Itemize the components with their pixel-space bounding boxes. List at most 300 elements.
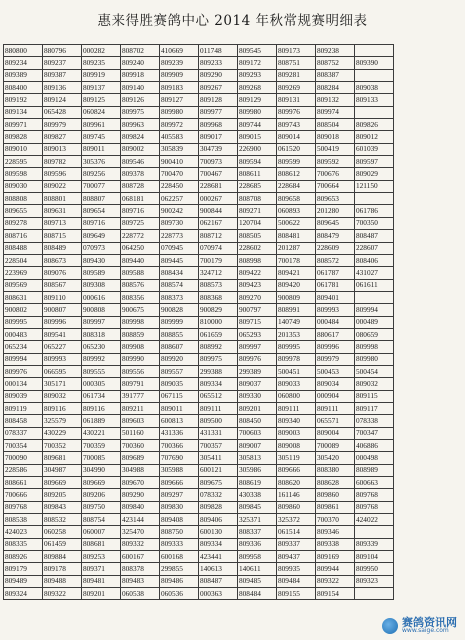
- table-cell: 601039: [355, 143, 394, 155]
- table-cell: 809015: [238, 131, 277, 143]
- table-cell: 161146: [277, 489, 316, 501]
- table-cell: 809649: [82, 230, 121, 242]
- table-cell: 500453: [316, 365, 355, 377]
- table-cell: 809440: [121, 254, 160, 266]
- table-cell: [355, 588, 394, 600]
- table-cell: 700085: [82, 452, 121, 464]
- table-cell: 140749: [277, 316, 316, 328]
- table-cell: 809234: [4, 57, 43, 69]
- table-cell: 809205: [43, 489, 82, 501]
- table-cell: 809944: [316, 563, 355, 575]
- table-cell: 809240: [121, 57, 160, 69]
- table-cell: 809827: [43, 131, 82, 143]
- table-cell: 700359: [82, 440, 121, 452]
- table-cell: 500451: [277, 365, 316, 377]
- table-cell: 809994: [355, 304, 394, 316]
- table-cell: 061514: [277, 526, 316, 538]
- table-row: [4, 94, 394, 106]
- table-cell: 809256: [82, 168, 121, 180]
- table-row: [4, 464, 394, 476]
- table-cell: 808801: [43, 193, 82, 205]
- table-cell: 325371: [238, 514, 277, 526]
- table-cell: 809140: [121, 82, 160, 94]
- watermark-url: www.saige.com: [402, 627, 449, 634]
- table-cell: 070945: [160, 242, 199, 254]
- table-cell: 000484: [316, 316, 355, 328]
- table-cell: 226900: [238, 143, 277, 155]
- table-cell: 809235: [82, 57, 121, 69]
- table-cell: 809179: [4, 563, 43, 575]
- table-cell: 700973: [199, 156, 238, 168]
- table-cell: 809995: [277, 341, 316, 353]
- table-cell: 228681: [199, 180, 238, 192]
- table-cell: 809715: [238, 316, 277, 328]
- table-cell: 809032: [355, 378, 394, 390]
- table-cell: 809129: [238, 94, 277, 106]
- table-cell: 809645: [316, 217, 355, 229]
- table-cell: 809555: [82, 365, 121, 377]
- table-row: [4, 267, 394, 279]
- table-cell: 808661: [4, 477, 43, 489]
- table-row: [4, 168, 394, 180]
- table-cell: 809884: [43, 551, 82, 563]
- table-cell: 809206: [82, 489, 121, 501]
- table-cell: 809110: [43, 291, 82, 303]
- table-cell: 810000: [199, 316, 238, 328]
- table-cell: 000498: [355, 452, 394, 464]
- table-cell: 809293: [238, 69, 277, 81]
- table-row: [4, 501, 394, 513]
- table-cell: 809500: [199, 415, 238, 427]
- table-cell: [355, 106, 394, 118]
- table-cell: 809076: [43, 267, 82, 279]
- watermark: [382, 617, 457, 634]
- table-cell: 809420: [277, 279, 316, 291]
- table-cell: 809675: [199, 477, 238, 489]
- table-cell: 809556: [121, 365, 160, 377]
- table-cell: 809437: [277, 551, 316, 563]
- table-cell: 809423: [238, 279, 277, 291]
- table-cell: 501160: [121, 427, 160, 439]
- table-cell: 299389: [238, 365, 277, 377]
- table-cell: 809134: [4, 106, 43, 118]
- table-cell: 430338: [238, 489, 277, 501]
- table-cell: 405583: [160, 131, 199, 143]
- table-cell: 809594: [238, 156, 277, 168]
- table-cell: 068181: [121, 193, 160, 205]
- table-cell: 809744: [238, 119, 277, 131]
- table-cell: 060800: [277, 390, 316, 402]
- table-cell: 325372: [277, 514, 316, 526]
- table-cell: 700467: [199, 168, 238, 180]
- table-cell: 809824: [121, 131, 160, 143]
- table-cell: 809920: [160, 353, 199, 365]
- table-cell: 809004: [316, 427, 355, 439]
- table-cell: 808607: [160, 341, 199, 353]
- table-cell: 808716: [4, 230, 43, 242]
- table-cell: 809908: [121, 341, 160, 353]
- table-cell: 808715: [43, 230, 82, 242]
- table-cell: 900675: [121, 304, 160, 316]
- table-cell: 809828: [199, 501, 238, 513]
- table-cell: 809346: [316, 526, 355, 538]
- table-cell: 700347: [355, 427, 394, 439]
- table-cell: 900844: [199, 205, 238, 217]
- table-cell: 120704: [238, 217, 277, 229]
- table-cell: 809950: [355, 563, 394, 575]
- table-cell: 809330: [238, 390, 277, 402]
- table-cell: 410669: [160, 45, 199, 57]
- table-cell: 809791: [121, 378, 160, 390]
- table-cell: 809116: [82, 402, 121, 414]
- table-cell: 700089: [316, 440, 355, 452]
- table-cell: 011748: [199, 45, 238, 57]
- table-cell: 808572: [316, 254, 355, 266]
- table-cell: 809598: [4, 168, 43, 180]
- table-cell: 809978: [277, 353, 316, 365]
- table-cell: 809233: [199, 57, 238, 69]
- table-cell: 809980: [355, 353, 394, 365]
- table-cell: 060007: [82, 526, 121, 538]
- table-cell: 900829: [199, 304, 238, 316]
- table-cell: 809979: [43, 119, 82, 131]
- table-cell: 809826: [355, 119, 394, 131]
- table-cell: 809278: [4, 217, 43, 229]
- watermark-name: 赛鸽资讯网: [402, 616, 457, 629]
- table-cell: 880800: [4, 45, 43, 57]
- table-cell: 500419: [316, 143, 355, 155]
- table-cell: 424023: [4, 526, 43, 538]
- table-cell: 809768: [355, 501, 394, 513]
- table-cell: 299388: [199, 365, 238, 377]
- table-cell: 061781: [316, 279, 355, 291]
- table-cell: 305813: [238, 452, 277, 464]
- table-cell: 808631: [4, 291, 43, 303]
- table-cell: 809336: [238, 538, 277, 550]
- table-cell: 201353: [277, 328, 316, 340]
- table-cell: 808576: [121, 279, 160, 291]
- table-cell: 000904: [316, 390, 355, 402]
- table-cell: 809406: [199, 514, 238, 526]
- table-cell: 809387: [43, 69, 82, 81]
- table-cell: 809918: [121, 69, 160, 81]
- table-cell: 431336: [160, 427, 199, 439]
- table-cell: 808504: [316, 119, 355, 131]
- table-cell: 228607: [355, 242, 394, 254]
- table-cell: 808532: [43, 514, 82, 526]
- table-cell: 809997: [238, 341, 277, 353]
- table-cell: 305119: [277, 452, 316, 464]
- table-cell: 808573: [199, 279, 238, 291]
- table-cell: 060893: [277, 205, 316, 217]
- table-cell: 430229: [43, 427, 82, 439]
- table-cell: 808991: [277, 304, 316, 316]
- table-cell: 808488: [4, 242, 43, 254]
- table-cell: 809039: [4, 390, 43, 402]
- table-cell: 700179: [199, 254, 238, 266]
- table-cell: 809980: [160, 106, 199, 118]
- table-cell: 809111: [199, 402, 238, 414]
- table-cell: 809022: [43, 180, 82, 192]
- table-cell: 000483: [4, 328, 43, 340]
- table-cell: 808378: [121, 563, 160, 575]
- table-cell: 809977: [199, 106, 238, 118]
- table-cell: 305420: [316, 452, 355, 464]
- table-cell: 880617: [316, 328, 355, 340]
- table-cell: 809592: [316, 156, 355, 168]
- table-cell: 062257: [160, 193, 199, 205]
- table-cell: 808335: [4, 538, 43, 550]
- table-cell: 700366: [160, 440, 199, 452]
- table-cell: 809017: [199, 131, 238, 143]
- table-cell: 305839: [160, 143, 199, 155]
- table-cell: 809669: [82, 477, 121, 489]
- table-cell: 121150: [355, 180, 394, 192]
- table-cell: 809008: [277, 440, 316, 452]
- table-cell: 809034: [316, 378, 355, 390]
- table-cell: 809976: [4, 365, 43, 377]
- table-cell: 000267: [199, 193, 238, 205]
- table-cell: 080659: [355, 328, 394, 340]
- table-cell: 140611: [238, 563, 277, 575]
- table-cell: 000305: [82, 378, 121, 390]
- table-cell: 809018: [316, 131, 355, 143]
- table-row: [4, 477, 394, 489]
- table-cell: 700077: [82, 180, 121, 192]
- table-cell: 808481: [277, 230, 316, 242]
- table-cell: 078338: [355, 415, 394, 427]
- pigeon-logo-icon: [382, 618, 398, 634]
- table-cell: 809119: [4, 402, 43, 414]
- table-cell: 809169: [316, 551, 355, 563]
- table-cell: 809117: [355, 402, 394, 414]
- table-cell: 325470: [121, 526, 160, 538]
- table-cell: 809681: [43, 452, 82, 464]
- table-cell: 809323: [355, 575, 394, 587]
- table-cell: 500622: [277, 217, 316, 229]
- table-cell: 067115: [160, 390, 199, 402]
- table-cell: 304987: [43, 464, 82, 476]
- table-cell: 808750: [160, 526, 199, 538]
- table-cell: 809666: [160, 477, 199, 489]
- table-row: [4, 230, 394, 242]
- table-cell: 809012: [355, 131, 394, 143]
- table-cell: 808479: [316, 230, 355, 242]
- table-cell: 809968: [199, 119, 238, 131]
- table-cell: 228773: [160, 230, 199, 242]
- table-row: [4, 440, 394, 452]
- table-cell: 808628: [316, 477, 355, 489]
- table-row: [4, 538, 394, 550]
- table-cell: 809994: [4, 353, 43, 365]
- table-cell: 809111: [277, 402, 316, 414]
- table-cell: 061889: [82, 415, 121, 427]
- table-cell: 808992: [199, 341, 238, 353]
- table-cell: 809268: [238, 82, 277, 94]
- table-cell: 809995: [4, 316, 43, 328]
- table-cell: 809993: [43, 353, 82, 365]
- table-cell: 809007: [238, 440, 277, 452]
- table-row: [4, 514, 394, 526]
- table-cell: 061611: [355, 279, 394, 291]
- table-cell: 700603: [238, 427, 277, 439]
- table-cell: 808574: [160, 279, 199, 291]
- table-cell: 808708: [238, 193, 277, 205]
- table-cell: 809768: [4, 501, 43, 513]
- table-cell: 809963: [121, 119, 160, 131]
- table-cell: 000363: [199, 588, 238, 600]
- table-cell: 809324: [4, 588, 43, 600]
- table-cell: 431027: [355, 267, 394, 279]
- table-cell: 808356: [121, 291, 160, 303]
- table-cell: 809599: [277, 156, 316, 168]
- table-cell: 299855: [160, 563, 199, 575]
- table-cell: 808284: [316, 82, 355, 94]
- table-cell: 809378: [121, 168, 160, 180]
- table-cell: 809111: [316, 402, 355, 414]
- table-cell: 900242: [160, 205, 199, 217]
- table-cell: 808712: [199, 230, 238, 242]
- table-cell: 809843: [43, 501, 82, 513]
- table-cell: 809421: [277, 267, 316, 279]
- table-row: [4, 143, 394, 155]
- table-cell: 809861: [316, 501, 355, 513]
- table-cell: 808754: [82, 514, 121, 526]
- table-cell: 809237: [43, 57, 82, 69]
- table-cell: 061786: [355, 205, 394, 217]
- table-row: [4, 328, 394, 340]
- table-cell: 809716: [82, 217, 121, 229]
- table-row: [4, 180, 394, 192]
- table-cell: 809137: [82, 82, 121, 94]
- table-cell: 809484: [277, 575, 316, 587]
- table-cell: 808859: [121, 328, 160, 340]
- table-cell: 809011: [82, 143, 121, 155]
- table-cell: 809038: [355, 82, 394, 94]
- table-row: [4, 254, 394, 266]
- table-cell: 809003: [277, 427, 316, 439]
- table-cell: 808619: [238, 477, 277, 489]
- table-row: [4, 402, 394, 414]
- table-cell: 700664: [316, 180, 355, 192]
- table-cell: 809371: [82, 563, 121, 575]
- table-cell: 809961: [82, 119, 121, 131]
- table-row: [4, 588, 394, 600]
- table-cell: 228586: [4, 464, 43, 476]
- table-cell: 809290: [199, 69, 238, 81]
- table-row: [4, 304, 394, 316]
- table-row: [4, 563, 394, 575]
- table-cell: 065227: [43, 341, 82, 353]
- table-cell: 809768: [355, 489, 394, 501]
- table-cell: 809725: [121, 217, 160, 229]
- table-cell: 808505: [238, 230, 277, 242]
- table-cell: 809730: [160, 217, 199, 229]
- table-cell: 140613: [199, 563, 238, 575]
- table-cell: 808450: [238, 415, 277, 427]
- table-cell: 809974: [316, 106, 355, 118]
- table-cell: 700357: [199, 440, 238, 452]
- table-cell: 065428: [43, 106, 82, 118]
- table-cell: 228685: [238, 180, 277, 192]
- table-cell: 600130: [199, 526, 238, 538]
- table-row: [4, 316, 394, 328]
- table-cell: 808728: [121, 180, 160, 192]
- table-cell: 700370: [316, 514, 355, 526]
- table-cell: 809998: [355, 341, 394, 353]
- table-cell: 809124: [43, 94, 82, 106]
- table-cell: 809238: [316, 45, 355, 57]
- table-cell: 809979: [316, 353, 355, 365]
- table-cell: 809173: [277, 45, 316, 57]
- table-row: [4, 291, 394, 303]
- table-cell: 305376: [82, 156, 121, 168]
- table-cell: 000282: [82, 45, 121, 57]
- table-row: [4, 378, 394, 390]
- table-cell: 809337: [277, 538, 316, 550]
- table-cell: 808487: [355, 230, 394, 242]
- table-cell: 304990: [82, 464, 121, 476]
- table-row: [4, 106, 394, 118]
- results-table-body: [4, 45, 394, 600]
- table-cell: 809126: [121, 94, 160, 106]
- table-row: [4, 427, 394, 439]
- table-cell: 809154: [316, 588, 355, 600]
- table-cell: 406886: [355, 440, 394, 452]
- table-cell: 809483: [121, 575, 160, 587]
- table-row: [4, 119, 394, 131]
- table-cell: 809333: [160, 538, 199, 550]
- table-cell: 809750: [82, 501, 121, 513]
- table-cell: 600168: [160, 551, 199, 563]
- table-cell: 391777: [121, 390, 160, 402]
- table-cell: 305988: [160, 464, 199, 476]
- table-cell: 809422: [238, 267, 277, 279]
- table-cell: 809338: [316, 538, 355, 550]
- table-row: [4, 193, 394, 205]
- table-cell: 808808: [4, 193, 43, 205]
- table-cell: 809322: [316, 575, 355, 587]
- table-cell: 600121: [199, 464, 238, 476]
- page-title: 惠来得胜赛鸽中心 2014 年秋常规赛明细表: [97, 13, 368, 29]
- table-cell: 809631: [43, 205, 82, 217]
- table-cell: 809271: [238, 205, 277, 217]
- table-cell: 808611: [238, 168, 277, 180]
- table-cell: 808380: [316, 464, 355, 476]
- table-cell: 065230: [82, 341, 121, 353]
- table-cell: 809033: [277, 378, 316, 390]
- table-cell: 808751: [277, 57, 316, 69]
- table-cell: 809999: [160, 316, 199, 328]
- table-row: [4, 156, 394, 168]
- table-row: [4, 526, 394, 538]
- table-cell: 809840: [121, 501, 160, 513]
- table-cell: 808387: [316, 69, 355, 81]
- table-cell: 809334: [199, 378, 238, 390]
- table-cell: 808673: [43, 254, 82, 266]
- table-cell: 228684: [277, 180, 316, 192]
- table-row: [4, 69, 394, 81]
- table-cell: 065234: [4, 341, 43, 353]
- table-cell: 808612: [277, 168, 316, 180]
- results-table: [3, 44, 394, 600]
- table-row: [4, 205, 394, 217]
- table-cell: 809030: [4, 180, 43, 192]
- table-cell: 809670: [121, 477, 160, 489]
- table-cell: [355, 291, 394, 303]
- table-cell: 809909: [160, 69, 199, 81]
- table-cell: 060538: [121, 588, 160, 600]
